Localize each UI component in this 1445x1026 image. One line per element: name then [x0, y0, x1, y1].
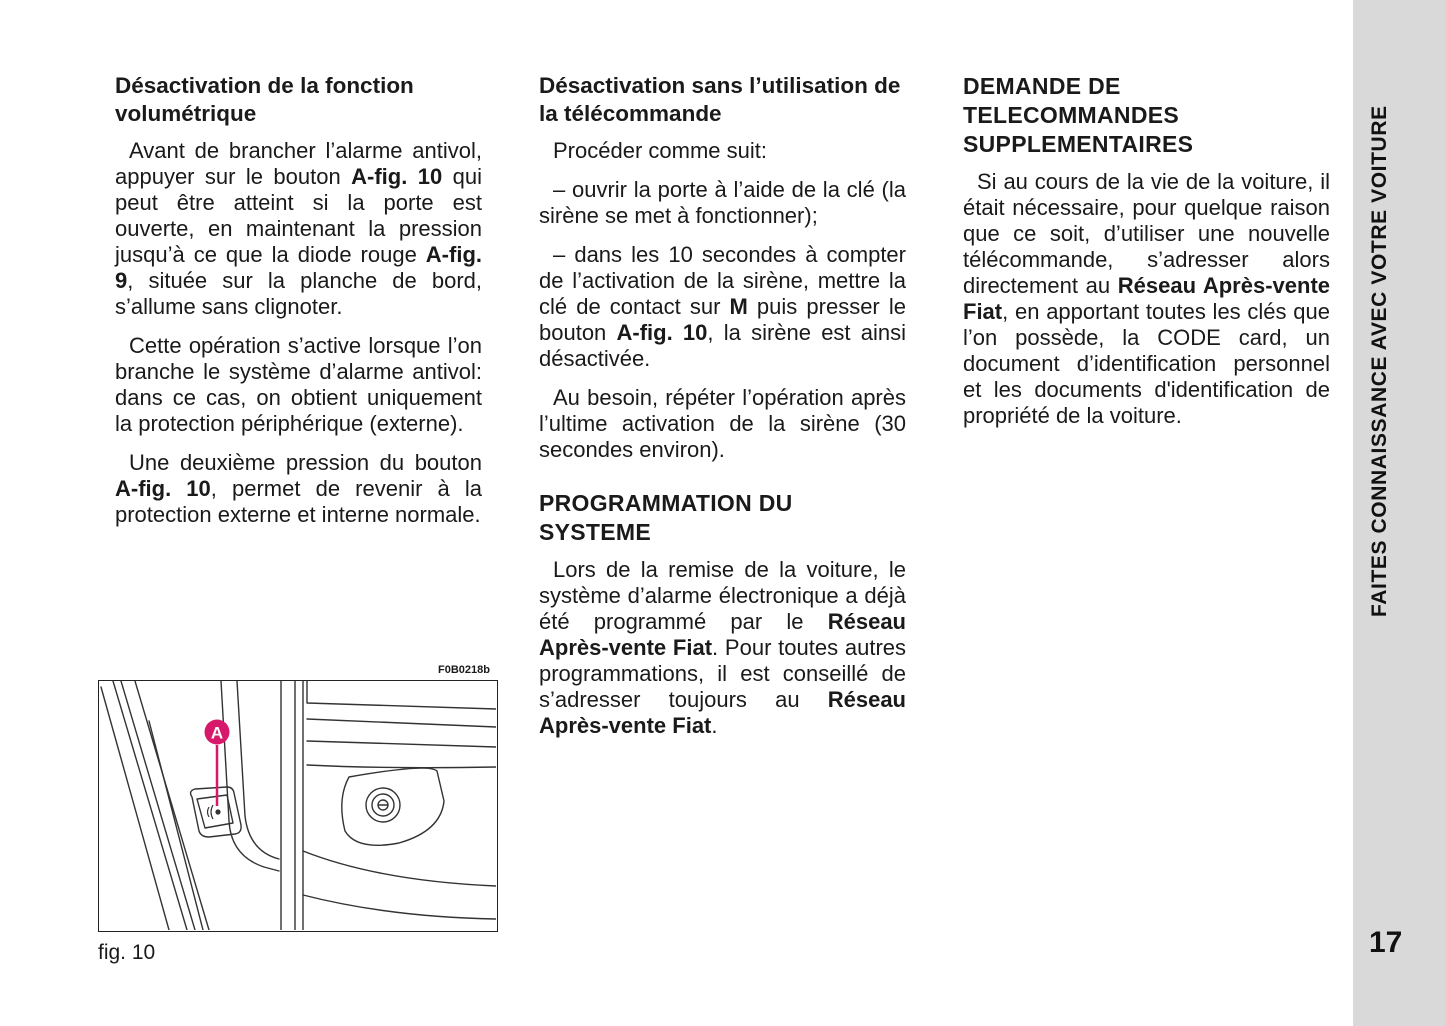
heading-volumetric-deactivation: Désactivation de la fonction volumétrique	[115, 73, 414, 126]
page-number: 17	[1369, 926, 1403, 959]
paragraph-open-door: – ouvrir la porte à l’aide de la clé (la sirène se met à fonctionner);	[539, 177, 906, 228]
paragraph-within-10-seconds: – dans les 10 secondes à compter de l’activation de la sirène, mettre la clé de contact sur M puis presser le bouton A-fig. 10, la sirène est ainsi désactivée.	[539, 242, 907, 371]
door-pillar-drawing	[99, 681, 496, 930]
chapter-title: FAITES CONNAISSANCE AVEC VOTRE VOITURE	[1368, 105, 1391, 617]
paragraph-second-press: Une deuxième pression du bouton A-fig. 10, permet de revenir à la protection externe et interne normale.	[115, 450, 482, 527]
chapter-sidebar	[1353, 0, 1445, 1026]
figure-caption: fig. 10	[98, 941, 156, 964]
column-3	[963, 72, 1330, 442]
figure-10-illustration	[98, 680, 498, 932]
paragraph-before-arming: Avant de brancher l’alarme antivol, appuyer sur le bouton A-fig. 10 qui peut être atteint si la porte est ouverte, en maintenant la pression jusqu’à ce que la diode rouge A-fig. 9, située sur la planche de bord, s’allume sans clignoter.	[115, 138, 482, 319]
column-2	[539, 72, 906, 752]
paragraph-repeat: Au besoin, répéter l’opération après l’ultime activation de la sirène (30 secondes environ).	[539, 385, 906, 462]
paragraph-operation: Cette opération s’active lorsque l’on branche le système d’alarme antivol: dans ce cas, on obtient uniquement la protection périphérique (externe).	[115, 333, 482, 436]
heading-deactivation-without-remote: Désactivation sans l’utilisation de la télécommande	[539, 73, 901, 126]
heading-system-programming: PROGRAMMATION DU SYSTEME	[539, 490, 793, 545]
paragraph-programming: Lors de la remise de la voiture, le système d’alarme électronique a déjà été programmé par le Réseau Après-vente Fiat. Pour toutes autres programmations, il est conseillé de s’adresser toujours au Réseau Après-vente Fiat.	[539, 557, 906, 738]
label-a-text: A	[210, 723, 224, 743]
heading-additional-remotes: DEMANDE DE TELECOMMANDES SUPPLEMENTAIRES	[963, 73, 1194, 157]
alarm-wave-icon	[208, 805, 221, 819]
figure-code: F0B0218b	[438, 664, 490, 676]
paragraph-additional-remotes: Si au cours de la vie de la voiture, il était nécessaire, pour quelque raison que ce soit, d’utiliser une nouvelle télécommande, s’adresser alors directement au Réseau Après-vente Fiat, en apportant toutes les clés que l’on possède, la CODE card, un document d’identification personnel et les documents d'identification de propriété de la voiture.	[963, 169, 1330, 428]
column-1	[115, 72, 482, 541]
paragraph-procedure: Procéder comme suit:	[553, 138, 767, 163]
